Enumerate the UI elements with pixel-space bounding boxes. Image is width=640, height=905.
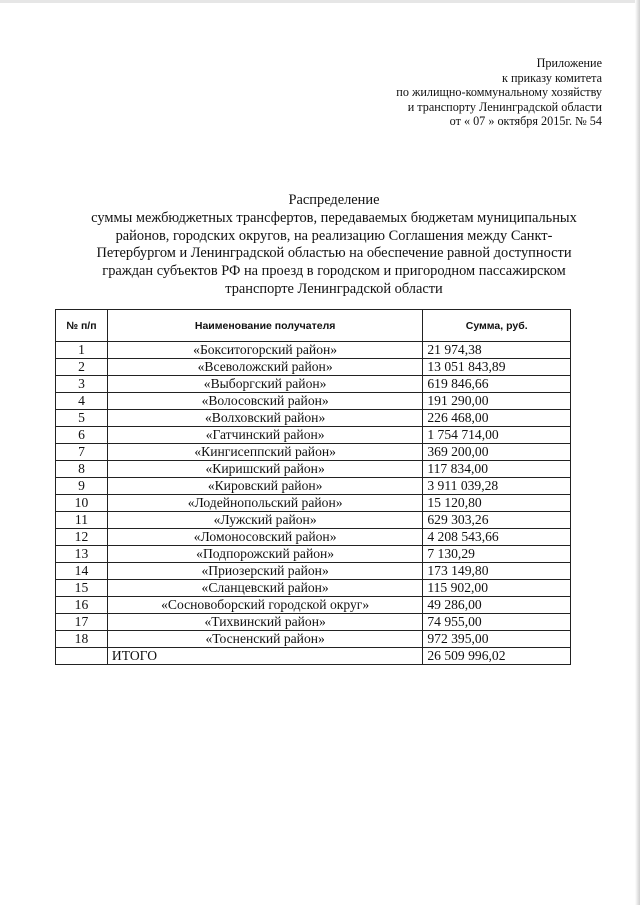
allocation-table — [55, 309, 571, 665]
row-num: 4 — [56, 393, 108, 410]
table-row — [56, 376, 571, 393]
table-header-row — [56, 310, 571, 342]
row-sum: 21 974,38 — [423, 342, 571, 359]
table-row — [56, 580, 571, 597]
row-num: 16 — [56, 597, 108, 614]
table-row — [56, 546, 571, 563]
title-line: суммы межбюджетных трансфертов, передаваемых бюджетам муниципальных — [91, 209, 577, 226]
header-sum: Сумма, руб. — [423, 310, 571, 342]
document-title — [60, 192, 608, 299]
row-name: «Киришский район» — [107, 461, 422, 478]
row-sum: 49 286,00 — [423, 597, 571, 614]
row-sum: 7 130,29 — [423, 546, 571, 563]
table-row — [56, 444, 571, 461]
table-row — [56, 427, 571, 444]
row-name: «Подпорожский район» — [107, 546, 422, 563]
row-num: 10 — [56, 495, 108, 512]
table-row — [56, 614, 571, 631]
row-sum: 115 902,00 — [423, 580, 571, 597]
table-row — [56, 410, 571, 427]
appendix-line: и транспорту Ленинградской области — [407, 99, 602, 114]
row-sum: 4 208 543,66 — [423, 529, 571, 546]
row-name: «Всеволожский район» — [107, 359, 422, 376]
table-row — [56, 461, 571, 478]
row-sum: 74 955,00 — [423, 614, 571, 631]
appendix-line: от « 07 » октября 2015г. № 54 — [449, 114, 602, 129]
row-name: «Тосненский район» — [107, 631, 422, 648]
scan-edge-shadow — [635, 0, 640, 905]
header-name: Наименование получателя — [107, 310, 422, 342]
row-name: «Лодейнопольский район» — [107, 495, 422, 512]
row-name: «Сланцевский район» — [107, 580, 422, 597]
total-label: ИТОГО — [107, 648, 422, 665]
row-num: 2 — [56, 359, 108, 376]
row-name: «Выборгский район» — [107, 376, 422, 393]
row-num: 13 — [56, 546, 108, 563]
row-num: 1 — [56, 342, 108, 359]
row-num: 7 — [56, 444, 108, 461]
table-row — [56, 563, 571, 580]
row-name: «Сосновоборский городской округ» — [107, 597, 422, 614]
row-num: 12 — [56, 529, 108, 546]
table-row — [56, 529, 571, 546]
table-row — [56, 342, 571, 359]
scan-top-shadow — [0, 0, 640, 3]
row-num: 6 — [56, 427, 108, 444]
row-sum: 972 395,00 — [423, 631, 571, 648]
row-num: 5 — [56, 410, 108, 427]
row-sum: 13 051 843,89 — [423, 359, 571, 376]
row-num: 9 — [56, 478, 108, 495]
table-row — [56, 478, 571, 495]
table-row — [56, 512, 571, 529]
row-num: 15 — [56, 580, 108, 597]
row-name: «Кировский район» — [107, 478, 422, 495]
row-sum: 1 754 714,00 — [423, 427, 571, 444]
row-name: «Приозерский район» — [107, 563, 422, 580]
header-num: № п/п — [56, 310, 108, 342]
total-sum: 26 509 996,02 — [423, 648, 571, 665]
table-total-row — [56, 648, 571, 665]
title-line: транспорте Ленинградской области — [225, 280, 443, 297]
row-num: 14 — [56, 563, 108, 580]
table-row — [56, 359, 571, 376]
row-num: 17 — [56, 614, 108, 631]
title-heading: Распределение — [288, 192, 380, 208]
row-sum: 629 303,26 — [423, 512, 571, 529]
row-name: «Бокситогорский район» — [107, 342, 422, 359]
title-line: граждан субъектов РФ на проезд в городском и пригородном пассажирском — [102, 263, 566, 280]
row-sum: 226 468,00 — [423, 410, 571, 427]
table-row — [56, 393, 571, 410]
appendix-block — [396, 56, 602, 129]
row-sum: 117 834,00 — [423, 461, 571, 478]
row-name: «Гатчинский район» — [107, 427, 422, 444]
row-sum: 173 149,80 — [423, 563, 571, 580]
appendix-line: по жилищно-коммунальному хозяйству — [396, 85, 602, 100]
title-line: Петербургом и Ленинградской областью на обеспечение равной доступности — [96, 245, 572, 262]
row-name: «Кингисеппский район» — [107, 444, 422, 461]
row-name: «Ломоносовский район» — [107, 529, 422, 546]
row-sum: 15 120,80 — [423, 495, 571, 512]
row-sum: 3 911 039,28 — [423, 478, 571, 495]
row-name: «Волосовский район» — [107, 393, 422, 410]
row-name: «Тихвинский район» — [107, 614, 422, 631]
row-name: «Лужский район» — [107, 512, 422, 529]
appendix-line: Приложение — [536, 56, 602, 70]
row-name: «Волховский район» — [107, 410, 422, 427]
row-num: 3 — [56, 376, 108, 393]
table-row — [56, 495, 571, 512]
row-sum: 619 846,66 — [423, 376, 571, 393]
table-row — [56, 631, 571, 648]
table-row — [56, 597, 571, 614]
row-num: 18 — [56, 631, 108, 648]
row-num: 8 — [56, 461, 108, 478]
row-sum: 369 200,00 — [423, 444, 571, 461]
row-num: 11 — [56, 512, 108, 529]
title-line: районов, городских округов, на реализацию Соглашения между Санкт- — [115, 227, 553, 244]
appendix-line: к приказу комитета — [502, 70, 602, 85]
total-num — [56, 648, 108, 665]
row-sum: 191 290,00 — [423, 393, 571, 410]
